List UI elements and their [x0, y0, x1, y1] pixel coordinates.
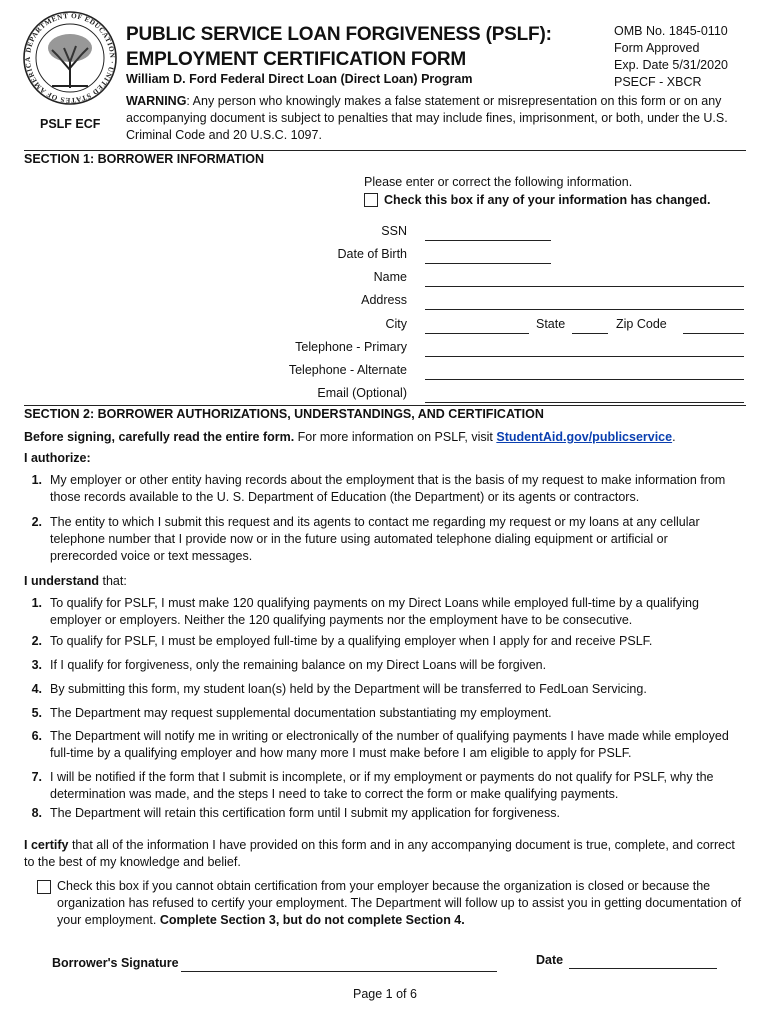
dob-field[interactable] [425, 263, 551, 264]
list-item [16, 472, 736, 506]
name-label: Name [373, 270, 407, 284]
certify-bold: I certify [24, 838, 69, 852]
section1-heading: SECTION 1: BORROWER INFORMATION [24, 152, 265, 166]
item-number: 5. [31, 706, 42, 720]
zip-label: Zip Code [616, 317, 667, 331]
item-text: To qualify for PSLF, I must be employed full-time by a qualifying employer when I apply for and receive PSLF. [50, 634, 653, 648]
item-text: To qualify for PSLF, I must make 120 qualifying payments on my Direct Loans while employed full-time by a qualifying employer or employers. Neither the 120 qualifying payments nor the employment have to be consecutive. [50, 596, 699, 627]
omb-number: OMB No. 1845-0110 [614, 24, 728, 38]
email-label: Email (Optional) [317, 386, 407, 400]
title-line-2: EMPLOYMENT CERTIFICATION FORM [126, 49, 467, 70]
phone-alternate-field[interactable] [425, 379, 744, 380]
employer-unavailable-checkbox-row[interactable] [37, 878, 742, 929]
certify-text: that all of the information I have provided on this form and in any accompanying document is true, complete, and correct to the best of my knowledge and belief. [24, 838, 735, 869]
understand-text: that: [99, 574, 127, 588]
understand-item-7 [16, 769, 736, 803]
employer-unavailable-text [57, 878, 742, 929]
item-text: By submitting this form, my student loan(s) held by the Department will be transferred to FedLoan Servicing. [50, 682, 647, 696]
understand-item-5 [16, 705, 736, 722]
date-label: Date [536, 953, 564, 967]
dob-label: Date of Birth [337, 247, 407, 261]
city-field[interactable] [425, 333, 529, 334]
authorize-list [16, 514, 736, 565]
item-number: 7. [31, 770, 42, 784]
item-text: I will be notified if the form that I submit is incomplete, or if my employment or payments do not qualify for PSLF, why the determination was made, and the steps I need to take to correct the form or make qualifying payments. [50, 770, 714, 801]
name-field[interactable] [425, 286, 744, 287]
phone-alternate-label: Telephone - Alternate [288, 363, 407, 377]
item-number: 1. [31, 596, 42, 610]
list-item [16, 514, 736, 565]
item-number: 4. [31, 682, 42, 696]
employer-checkbox-bold: Complete Section 3, but do not complete Section 4. [159, 913, 465, 927]
page-number: Page 1 of 6 [353, 987, 417, 1001]
item-text: The entity to which I submit this request and its agents to contact me regarding my request or my loans at any cellular telephone number that I provide now or in the future using automated telephone dialing equipment or artificial or prerecorded voice or text messages. [50, 515, 700, 563]
form-approved: Form Approved [614, 41, 700, 55]
item-number: 8. [31, 806, 42, 820]
understand-item-3 [16, 657, 736, 674]
intro-end: . [672, 430, 676, 444]
city-label: City [385, 317, 407, 331]
state-field[interactable] [572, 333, 608, 334]
form-title [126, 22, 552, 72]
section2-heading: SECTION 2: BORROWER AUTHORIZATIONS, UNDERSTANDINGS, AND CERTIFICATION [24, 407, 544, 421]
understand-item-8 [16, 805, 736, 822]
understand-bold: I understand [24, 574, 100, 588]
item-number: 2. [31, 634, 42, 648]
signature-field[interactable] [181, 971, 497, 972]
ssn-field[interactable] [425, 240, 551, 241]
address-label: Address [361, 293, 407, 307]
zip-field[interactable] [683, 333, 744, 334]
program-subtitle: William D. Ford Federal Direct Loan (Direct Loan) Program [126, 72, 473, 86]
expiration-date: Exp. Date 5/31/2020 [614, 58, 728, 72]
item-text: The Department will retain this certification form until I submit my application for forgiveness. [50, 806, 560, 820]
authorize-list [16, 472, 736, 506]
section1-instruction: Please enter or correct the following information. [364, 175, 633, 189]
warning-text: : Any person who knowingly makes a false statement or misrepresentation on this form or on any accompanying document is subject to penalties that may include fines, imprisonment, or both, under the U.S. Criminal Code and 20 U.S.C. 1097. [126, 94, 728, 142]
understand-item-2 [16, 633, 736, 650]
phone-primary-label: Telephone - Primary [295, 340, 407, 354]
understand-item-4 [16, 681, 736, 698]
authorize-label: I authorize: [24, 451, 91, 465]
omb-block [614, 23, 728, 91]
warning-label: WARNING [126, 94, 187, 108]
warning-notice [126, 93, 746, 144]
title-line-1: PUBLIC SERVICE LOAN FORGIVENESS (PSLF): [126, 24, 552, 45]
employer-unavailable-checkbox[interactable] [37, 880, 51, 894]
info-changed-checkbox[interactable] [364, 193, 378, 207]
understand-item-1 [16, 595, 736, 629]
form-id: PSECF - XBCR [614, 75, 702, 89]
section2-intro [24, 429, 746, 446]
info-changed-checkbox-row[interactable] [364, 193, 710, 207]
certify-statement [24, 837, 746, 871]
state-label: State [536, 317, 566, 331]
ssn-label: SSN [381, 224, 407, 238]
item-text: My employer or other entity having records about the employment that is the basis of my request to make information from those records available to the U. S. Department of Education (the Department) or its agents or contractors. [50, 473, 726, 504]
signature-label: Borrower's Signature [52, 956, 179, 970]
understand-label [24, 573, 746, 590]
phone-primary-field[interactable] [425, 356, 744, 357]
intro-bold: Before signing, carefully read the entire form. [24, 430, 295, 444]
email-field[interactable] [425, 402, 744, 403]
intro-text: For more information on PSLF, visit [294, 430, 497, 444]
understand-item-6 [16, 728, 736, 762]
date-field[interactable] [569, 968, 717, 969]
section-divider [24, 405, 746, 406]
info-changed-label: Check this box if any of your information has changed. [384, 193, 711, 207]
item-text: The Department may request supplemental documentation substantiating my employment. [50, 706, 552, 720]
item-number: 2. [31, 515, 42, 529]
item-number: 6. [31, 729, 42, 743]
item-number: 3. [31, 658, 42, 672]
item-text: The Department will notify me in writing or electronically of the number of qualifying payments I have made while employed full-time by a qualifying employer and how many more I must make before I am eligible to apply for PSLF. [50, 729, 729, 760]
employer-checkbox-text: Check this box if you cannot obtain certification from your employer because the organization is closed or because the organization has refused to certify your employment. The Department will follow up to assist you in getting documentation of your employment. [57, 879, 742, 927]
studentaid-link[interactable]: StudentAid.gov/publicservice [496, 430, 673, 444]
section-divider [24, 150, 746, 151]
svg-text:DEPARTMENT OF EDUCATION · UNIT: DEPARTMENT OF EDUCATION · UNITED STATES OF AMERICA [23, 11, 117, 105]
item-number: 1. [31, 473, 42, 487]
department-seal [22, 10, 118, 106]
item-text: If I qualify for forgiveness, only the remaining balance on my Direct Loans will be forgiven. [50, 658, 547, 672]
address-field[interactable] [425, 309, 744, 310]
form-code: PSLF ECF [40, 117, 101, 131]
